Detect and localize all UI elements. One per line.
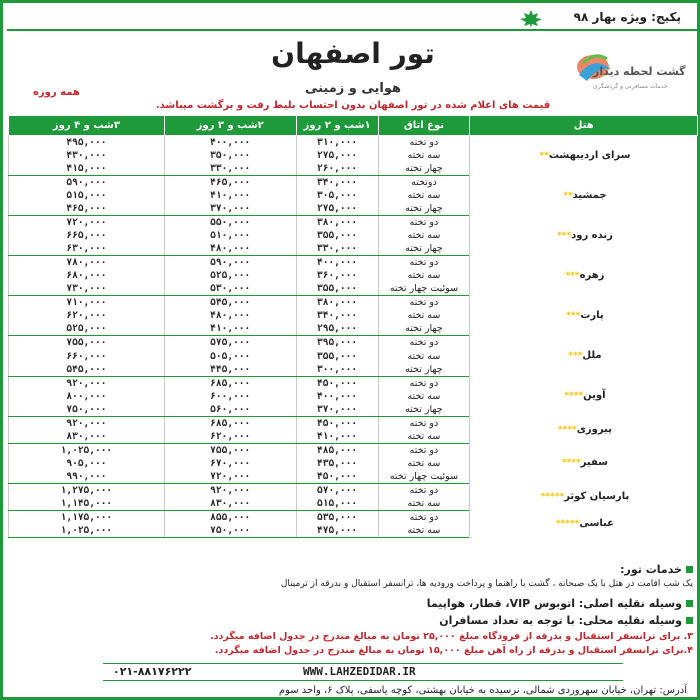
price-1night-cell: ۴۸۵,۰۰۰ xyxy=(296,443,378,457)
room-type-cell: سه تخته xyxy=(378,524,470,538)
services-title-text: خدمات تور: xyxy=(620,563,682,576)
room-type-cell: دو تخته xyxy=(378,296,470,310)
price-2nights-cell: ۴۶۵,۰۰۰ xyxy=(164,176,296,190)
header-hotel: هتل xyxy=(470,116,698,136)
room-type-cell: چهار تخته xyxy=(378,242,470,256)
price-3nights-cell: ۷۵۵,۰۰۰ xyxy=(9,336,165,350)
table-row xyxy=(9,510,698,524)
hotel-name-cell xyxy=(470,296,698,336)
room-type-cell: سه تخته xyxy=(378,269,470,282)
price-1night-cell: ۴۰۰,۰۰۰ xyxy=(296,256,378,270)
price-3nights-cell: ۷۳۰,۰۰۰ xyxy=(9,282,165,296)
header-1night: ۱شب و ۲ روز xyxy=(296,116,378,136)
price-3nights-cell: ۹۹۰,۰۰۰ xyxy=(9,470,165,484)
address: آدرس: تهران، خیابان سهروردی شمالی، نرسیده به خیابان بهشتی، کوچه یاسفی، پلاک ۶، واحد سوم xyxy=(278,685,687,696)
price-3nights-cell: ۵۱۵,۰۰۰ xyxy=(9,189,165,202)
room-type-cell: دو تخته xyxy=(378,483,470,497)
star-rating: *** xyxy=(566,310,581,321)
price-1night-cell: ۳۵۵,۰۰۰ xyxy=(296,282,378,296)
table-row xyxy=(9,256,698,270)
contact-bar xyxy=(103,663,623,681)
room-type-cell: چهار تخته xyxy=(378,403,470,417)
price-1night-cell: ۳۴۰,۰۰۰ xyxy=(296,176,378,190)
transport-local-text: وسیله نقلیه محلی: با توجه به تعداد مسافران xyxy=(439,614,682,627)
room-type-cell: سوئیت چهار تخته xyxy=(378,470,470,484)
price-2nights-cell: ۵۳۰,۰۰۰ xyxy=(164,282,296,296)
price-2nights-cell: ۳۳۰,۰۰۰ xyxy=(164,162,296,176)
price-3nights-cell: ۱,۰۲۵,۰۰۰ xyxy=(9,443,165,457)
table-row xyxy=(9,216,698,230)
price-3nights-cell: ۶۶۰,۰۰۰ xyxy=(9,349,165,362)
price-2nights-cell: ۶۸۵,۰۰۰ xyxy=(164,416,296,430)
price-2nights-cell: ۶۰۰,۰۰۰ xyxy=(164,390,296,403)
price-1night-cell: ۳۱۰,۰۰۰ xyxy=(296,136,378,150)
hotel-name-cell xyxy=(470,256,698,296)
page-title: تور اصفهان xyxy=(271,37,435,70)
room-type-cell: دو تخته xyxy=(378,416,470,430)
hotel-name-cell xyxy=(470,443,698,483)
room-type-cell: سه تخته xyxy=(378,457,470,470)
room-type-cell: دو تخته xyxy=(378,336,470,350)
price-note: قیمت های اعلام شده در تور اصفهان بدون احتساب بلیط رفت و برگشت میباشد. xyxy=(155,100,551,111)
price-2nights-cell: ۴۱۰,۰۰۰ xyxy=(164,322,296,336)
price-2nights-cell: ۵۵۰,۰۰۰ xyxy=(164,216,296,230)
room-type-cell: سه تخته xyxy=(378,189,470,202)
price-2nights-cell: ۶۸۵,۰۰۰ xyxy=(164,376,296,390)
price-2nights-cell: ۸۳۰,۰۰۰ xyxy=(164,497,296,511)
price-1night-cell: ۴۵۰,۰۰۰ xyxy=(296,470,378,484)
room-type-cell: سه تخته xyxy=(378,390,470,403)
page-subtitle: هوایی و زمینی xyxy=(304,81,402,96)
room-type-cell: دو تخته xyxy=(378,216,470,230)
price-2nights-cell: ۵۲۵,۰۰۰ xyxy=(164,269,296,282)
price-2nights-cell: ۴۴۵,۰۰۰ xyxy=(164,363,296,377)
price-1night-cell: ۳۳۰,۰۰۰ xyxy=(296,242,378,256)
price-3nights-cell: ۶۸۰,۰۰۰ xyxy=(9,269,165,282)
price-3nights-cell: ۸۰۰,۰۰۰ xyxy=(9,390,165,403)
table-row xyxy=(9,336,698,350)
price-2nights-cell: ۴۰۰,۰۰۰ xyxy=(164,136,296,150)
price-2nights-cell: ۷۵۰,۰۰۰ xyxy=(164,524,296,538)
price-2nights-cell: ۴۸۰,۰۰۰ xyxy=(164,309,296,322)
phone-number[interactable]: ۰۲۱-۸۸۱۷۶۲۲۲ xyxy=(113,665,192,678)
star-rating: ** xyxy=(539,150,549,161)
price-2nights-cell: ۶۷۰,۰۰۰ xyxy=(164,457,296,470)
price-1night-cell: ۳۵۵,۰۰۰ xyxy=(296,349,378,362)
price-3nights-cell: ۱,۱۴۵,۰۰۰ xyxy=(9,497,165,511)
price-table xyxy=(8,115,698,538)
price-3nights-cell: ۴۶۵,۰۰۰ xyxy=(9,202,165,216)
logo-text: گشت لحظه دیدار xyxy=(593,65,686,78)
price-1night-cell: ۳۶۰,۰۰۰ xyxy=(296,269,378,282)
hotel-name: پارسیان کوثر xyxy=(564,490,630,502)
price-3nights-cell: ۵۲۵,۰۰۰ xyxy=(9,322,165,336)
price-1night-cell: ۳۹۵,۰۰۰ xyxy=(296,336,378,350)
price-3nights-cell: ۶۲۰,۰۰۰ xyxy=(9,309,165,322)
airport-transfer-note: ۳. برای ترانسفر استقبال و بدرقه از فرودگاه مبلغ ۲۵,۰۰۰ تومان به مبالغ مندرج در جدول اضافه میگردد. xyxy=(209,631,693,642)
table-row xyxy=(9,296,698,310)
hotel-name: پارت xyxy=(580,309,604,321)
price-1night-cell: ۴۳۵,۰۰۰ xyxy=(296,457,378,470)
price-3nights-cell: ۶۳۰,۰۰۰ xyxy=(9,242,165,256)
room-type-cell: سه تخته xyxy=(378,430,470,444)
price-2nights-cell: ۶۲۰,۰۰۰ xyxy=(164,430,296,444)
room-type-cell: چهار تخته xyxy=(378,322,470,336)
room-type-cell: چهار تخته xyxy=(378,202,470,216)
price-3nights-cell: ۴۳۰,۰۰۰ xyxy=(9,149,165,162)
price-3nights-cell: ۴۱۵,۰۰۰ xyxy=(9,162,165,176)
price-2nights-cell: ۵۴۵,۰۰۰ xyxy=(164,296,296,310)
rail-transfer-note: ۴.برای ترانسفر استقبال و بدرقه از راه آهن مبلغ ۱۵,۰۰۰ تومان به مبالغ مندرج در جدول اضافه میگردد. xyxy=(214,645,693,656)
price-2nights-cell: ۵۰۵,۰۰۰ xyxy=(164,349,296,362)
price-3nights-cell: ۵۴۵,۰۰۰ xyxy=(9,363,165,377)
table-header-row xyxy=(9,116,698,136)
services-line: یک شب اقامت در هتل با یک صبحانه ، گشت با راهنما و پرداخت ورودیه ها، ترانسفر استقبال و بدرقه از ترمینال xyxy=(280,579,693,589)
price-3nights-cell: ۹۰۵,۰۰۰ xyxy=(9,457,165,470)
website-link[interactable]: WWW.LAHZEDIDAR.IR xyxy=(303,665,416,678)
star-rating: *** xyxy=(568,351,583,362)
room-type-cell: دو تخته xyxy=(378,256,470,270)
price-1night-cell: ۲۹۵,۰۰۰ xyxy=(296,322,378,336)
price-2nights-cell: ۵۷۵,۰۰۰ xyxy=(164,336,296,350)
top-bar xyxy=(7,7,697,31)
room-type-cell: سه تخته xyxy=(378,149,470,162)
hotel-name: سفیر xyxy=(580,457,609,469)
hotel-name-cell xyxy=(470,416,698,443)
hotel-name: زهره xyxy=(579,269,605,281)
hotel-name-cell xyxy=(470,336,698,376)
hotel-name: جمشید xyxy=(572,189,607,201)
hotel-name-cell xyxy=(470,136,698,176)
hotel-name-cell xyxy=(470,376,698,416)
price-2nights-cell: ۹۲۰,۰۰۰ xyxy=(164,483,296,497)
table-row xyxy=(9,483,698,497)
hotel-name: زنده رود xyxy=(571,229,613,241)
logo-subtext: خدمات مسافرتی و گردشگری xyxy=(593,83,668,90)
price-3nights-cell: ۱,۲۷۵,۰۰۰ xyxy=(9,483,165,497)
table-row xyxy=(9,136,698,150)
hotel-name: ملل xyxy=(582,350,602,362)
price-3nights-cell: ۷۵۰,۰۰۰ xyxy=(9,403,165,417)
transport-main xyxy=(427,597,693,610)
price-3nights-cell: ۷۱۰,۰۰۰ xyxy=(9,296,165,310)
star-rating: ***** xyxy=(555,518,580,529)
price-1night-cell: ۴۷۵,۰۰۰ xyxy=(296,524,378,538)
price-3nights-cell: ۴۹۵,۰۰۰ xyxy=(9,136,165,150)
star-rating: *** xyxy=(565,270,580,281)
price-2nights-cell: ۳۷۰,۰۰۰ xyxy=(164,202,296,216)
star-rating: *** xyxy=(556,230,572,241)
star-rating: **** xyxy=(561,458,581,469)
price-1night-cell: ۳۸۰,۰۰۰ xyxy=(296,216,378,230)
price-1night-cell: ۳۸۰,۰۰۰ xyxy=(296,296,378,310)
room-type-cell: دو تخته xyxy=(378,136,470,150)
table-row xyxy=(9,176,698,190)
room-type-cell: دو تخته xyxy=(378,376,470,390)
price-1night-cell: ۴۵۰,۰۰۰ xyxy=(296,416,378,430)
maple-leaf-icon xyxy=(519,9,543,29)
room-type-cell: دوتخته xyxy=(378,176,470,190)
price-1night-cell: ۳۰۵,۰۰۰ xyxy=(296,189,378,202)
price-3nights-cell: ۹۲۰,۰۰۰ xyxy=(9,416,165,430)
hotel-name: سرای اردیبهشت xyxy=(548,149,631,161)
services-title xyxy=(620,563,693,576)
room-type-cell: سه تخته xyxy=(378,229,470,242)
table-row xyxy=(9,416,698,430)
price-1night-cell: ۴۵۰,۰۰۰ xyxy=(296,376,378,390)
bullet-icon xyxy=(686,566,693,573)
transport-local xyxy=(439,614,693,627)
hotel-name: پیروزی xyxy=(576,423,612,435)
price-1night-cell: ۵۳۵,۰۰۰ xyxy=(296,510,378,524)
price-3nights-cell: ۵۹۰,۰۰۰ xyxy=(9,176,165,190)
bullet-icon xyxy=(686,617,693,624)
price-2nights-cell: ۷۵۵,۰۰۰ xyxy=(164,443,296,457)
star-rating: ** xyxy=(563,190,573,201)
package-label: پکیج: ویژه بهار ۹۸ xyxy=(573,10,681,24)
hotel-name: عباسی xyxy=(579,517,615,529)
price-2nights-cell: ۵۶۰,۰۰۰ xyxy=(164,403,296,417)
room-type-cell: سه تخته xyxy=(378,309,470,322)
table-row xyxy=(9,443,698,457)
price-3nights-cell: ۷۲۰,۰۰۰ xyxy=(9,216,165,230)
price-2nights-cell: ۷۲۰,۰۰۰ xyxy=(164,470,296,484)
header-room-type: نوع اتاق xyxy=(378,116,470,136)
price-3nights-cell: ۸۳۰,۰۰۰ xyxy=(9,430,165,444)
hotel-name-cell xyxy=(470,510,698,537)
room-type-cell: سه تخته xyxy=(378,497,470,511)
price-1night-cell: ۴۰۰,۰۰۰ xyxy=(296,390,378,403)
hotel-name-cell xyxy=(470,483,698,510)
price-2nights-cell: ۳۵۰,۰۰۰ xyxy=(164,149,296,162)
price-1night-cell: ۵۱۵,۰۰۰ xyxy=(296,497,378,511)
star-rating: **** xyxy=(557,424,577,435)
room-type-cell: چهار تخته xyxy=(378,363,470,377)
table-row xyxy=(9,376,698,390)
price-1night-cell: ۳۵۵,۰۰۰ xyxy=(296,229,378,242)
header-2nights: ۲شب و ۳ روز xyxy=(164,116,296,136)
price-1night-cell: ۳۷۰,۰۰۰ xyxy=(296,403,378,417)
room-type-cell: چهار تخته xyxy=(378,162,470,176)
room-type-cell: دو تخته xyxy=(378,510,470,524)
price-1night-cell: ۵۷۰,۰۰۰ xyxy=(296,483,378,497)
hotel-name-cell xyxy=(470,216,698,256)
price-3nights-cell: ۶۶۵,۰۰۰ xyxy=(9,229,165,242)
price-3nights-cell: ۷۸۰,۰۰۰ xyxy=(9,256,165,270)
price-3nights-cell: ۱,۰۲۵,۰۰۰ xyxy=(9,524,165,538)
price-1night-cell: ۴۱۰,۰۰۰ xyxy=(296,430,378,444)
room-type-cell: سه تخته xyxy=(378,349,470,362)
price-3nights-cell: ۹۲۰,۰۰۰ xyxy=(9,376,165,390)
star-rating: ***** xyxy=(540,491,565,502)
price-1night-cell: ۲۷۵,۰۰۰ xyxy=(296,202,378,216)
price-2nights-cell: ۵۹۰,۰۰۰ xyxy=(164,256,296,270)
price-1night-cell: ۲۷۵,۰۰۰ xyxy=(296,149,378,162)
price-2nights-cell: ۴۱۰,۰۰۰ xyxy=(164,189,296,202)
hotel-name-cell xyxy=(470,176,698,216)
header-3nights: ۳شب و ۴ روز xyxy=(9,116,165,136)
price-1night-cell: ۳۰۰,۰۰۰ xyxy=(296,363,378,377)
transport-main-text: وسیله نقلیه اصلی: اتوبوس VIP، قطار، هواپیما xyxy=(426,597,682,610)
price-3nights-cell: ۱,۱۷۵,۰۰۰ xyxy=(9,510,165,524)
price-2nights-cell: ۴۸۰,۰۰۰ xyxy=(164,242,296,256)
price-2nights-cell: ۸۵۵,۰۰۰ xyxy=(164,510,296,524)
room-type-cell: دو تخته xyxy=(378,443,470,457)
all-days-label: همه روزه xyxy=(33,87,80,98)
price-2nights-cell: ۵۱۰,۰۰۰ xyxy=(164,229,296,242)
price-1night-cell: ۳۴۰,۰۰۰ xyxy=(296,309,378,322)
price-table-body xyxy=(9,136,698,538)
price-1night-cell: ۲۶۰,۰۰۰ xyxy=(296,162,378,176)
room-type-cell: سوئیت چهار تخته xyxy=(378,282,470,296)
star-rating: **** xyxy=(564,391,584,402)
hotel-name: آوین xyxy=(583,390,606,402)
bullet-icon xyxy=(686,600,693,607)
